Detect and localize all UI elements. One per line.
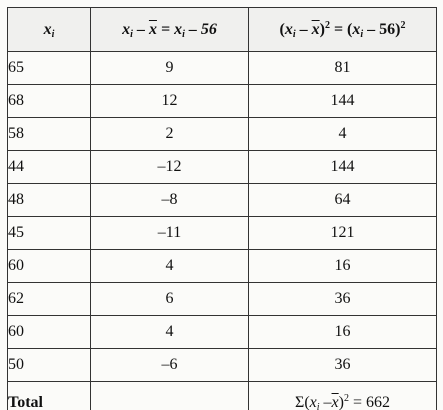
header-x: $x_i$: [8, 8, 91, 52]
squared-deviation-value: 36: [249, 283, 437, 316]
x-value: 50: [8, 349, 91, 382]
total-label: Total: [8, 382, 91, 410]
x-value: 60: [8, 250, 91, 283]
deviation-value: –6: [91, 349, 249, 382]
x-value: 44: [8, 151, 91, 184]
deviation-value: 4: [91, 250, 249, 283]
header-deviation: $x_i - \overline{x} = x_i - 56$: [91, 8, 249, 52]
squared-deviation-value: 64: [249, 184, 437, 217]
x-value: 65: [8, 52, 91, 85]
deviation-value: 2: [91, 118, 249, 151]
table-row: [8, 349, 437, 382]
total-row: [8, 382, 437, 410]
squared-deviation-value: 4: [249, 118, 437, 151]
squared-deviation-value: 36: [249, 349, 437, 382]
table-header: [8, 8, 437, 52]
squared-deviation-value: 144: [249, 151, 437, 184]
table-row: [8, 217, 437, 250]
total-empty-cell: [91, 382, 249, 410]
table-row: [8, 184, 437, 217]
deviation-value: 9: [91, 52, 249, 85]
header-squared-deviation: $(x_i - \overline{x})^2 = (x_i - 56)^2$: [249, 8, 437, 52]
x-value: 62: [8, 283, 91, 316]
deviation-table: [7, 7, 437, 410]
header-row: [8, 8, 437, 52]
total-sum-expression: $\Sigma(x_i$ $-\overline{x})^2 = 662$: [249, 382, 437, 410]
deviation-value: 4: [91, 316, 249, 349]
squared-deviation-value: 144: [249, 85, 437, 118]
deviation-value: 12: [91, 85, 249, 118]
table-row: [8, 52, 437, 85]
deviation-value: –11: [91, 217, 249, 250]
squared-deviation-value: 16: [249, 316, 437, 349]
table-row: [8, 250, 437, 283]
squared-deviation-value: 81: [249, 52, 437, 85]
table-body: [8, 52, 437, 410]
x-value: 48: [8, 184, 91, 217]
total-sum-value: 662: [366, 393, 390, 410]
deviation-value: –12: [91, 151, 249, 184]
squared-deviation-value: 121: [249, 217, 437, 250]
deviation-value: 6: [91, 283, 249, 316]
table-row: [8, 151, 437, 184]
table-row: [8, 118, 437, 151]
table-row: [8, 85, 437, 118]
x-value: 45: [8, 217, 91, 250]
table-row: [8, 316, 437, 349]
x-value: 58: [8, 118, 91, 151]
x-value: 60: [8, 316, 91, 349]
x-value: 68: [8, 85, 91, 118]
squared-deviation-value: 16: [249, 250, 437, 283]
deviation-value: –8: [91, 184, 249, 217]
table-row: [8, 283, 437, 316]
